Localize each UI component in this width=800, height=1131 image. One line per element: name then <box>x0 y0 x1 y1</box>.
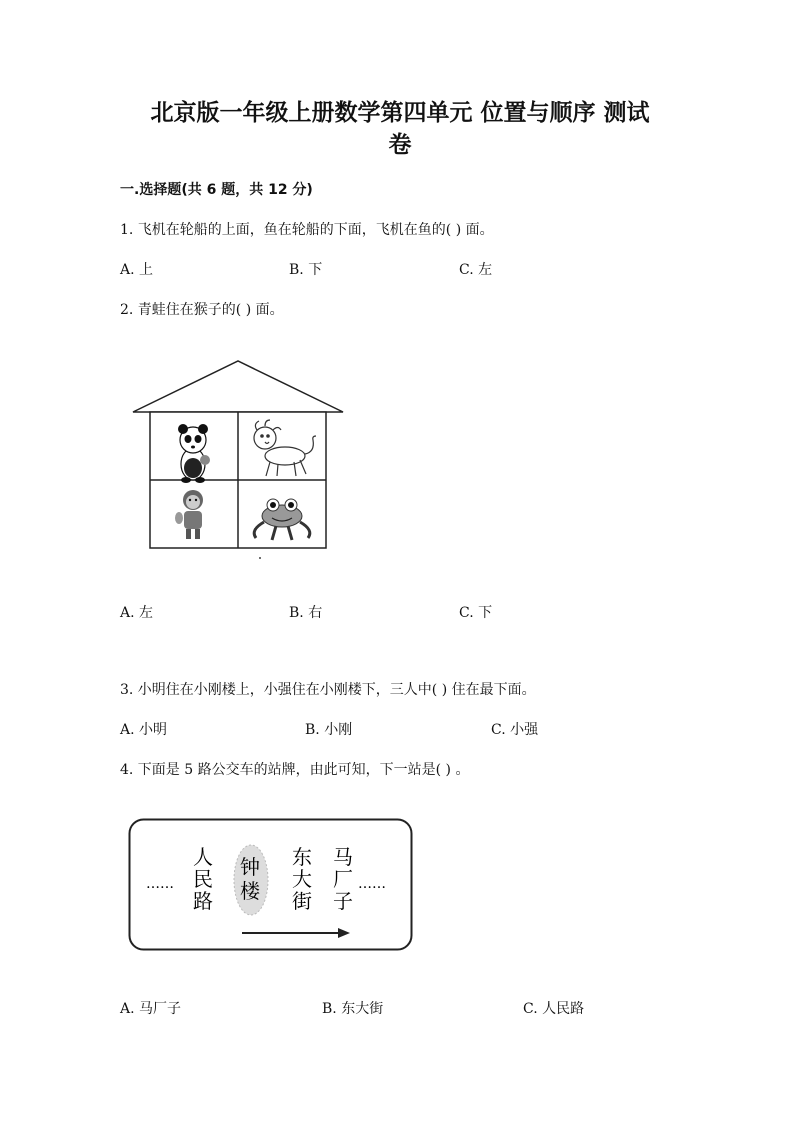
stop-next-char-1: 东 <box>292 845 312 869</box>
page-title: 北京版一年级上册数学第四单元 位置与顺序 测试 <box>150 100 650 126</box>
q3-option-b[interactable]: B. 小刚 <box>305 722 353 738</box>
q1-option-b[interactable]: B. 下 <box>289 262 323 278</box>
stop-after-char-3: 子 <box>333 889 353 913</box>
q2-option-a[interactable]: A. 左 <box>120 605 154 621</box>
dots-right: …… <box>358 876 386 892</box>
q4-option-c[interactable]: C. 人民路 <box>523 1001 585 1017</box>
stop-current-char-1: 钟 <box>240 855 260 879</box>
q1-option-c[interactable]: C. 左 <box>459 262 493 278</box>
page-title-continued: 卷 <box>388 132 412 158</box>
dots-left: …… <box>146 876 174 892</box>
q4-option-b[interactable]: B. 东大街 <box>322 1001 384 1017</box>
q3-option-a[interactable]: A. 小明 <box>120 722 168 738</box>
stop-current-char-2: 楼 <box>240 879 260 903</box>
stop-prev-char-3: 路 <box>193 889 213 913</box>
q2-option-c[interactable]: C. 下 <box>459 605 493 621</box>
stop-prev-char-1: 人 <box>193 845 213 869</box>
q2-option-b[interactable]: B. 右 <box>289 605 323 621</box>
q3-option-c[interactable]: C. 小强 <box>491 722 539 738</box>
question-2: 2. 青蛙住在猴子的( ) 面。 <box>120 302 284 318</box>
q1-option-a[interactable]: A. 上 <box>120 262 154 278</box>
stop-after-char-2: 厂 <box>333 867 353 891</box>
stop-next-char-2: 大 <box>292 867 312 891</box>
stop-next-char-3: 街 <box>292 889 312 913</box>
house-roof <box>133 361 343 412</box>
question-3: 3. 小明住在小刚楼上，小强住在小刚楼下，三人中( ) 住在最下面。 <box>120 682 536 698</box>
stop-after-char-1: 马 <box>333 845 353 869</box>
stop-prev-char-2: 民 <box>193 867 213 891</box>
animal-house-figure <box>130 358 350 563</box>
bus-stop-sign-figure <box>128 818 416 954</box>
question-1: 1. 飞机在轮船的上面，鱼在轮船的下面，飞机在鱼的( ) 面。 <box>120 222 494 238</box>
q4-option-a[interactable]: A. 马厂子 <box>120 1001 182 1017</box>
section-heading: 一.选择题(共 6 题，共 12 分) <box>120 182 313 198</box>
question-4: 4. 下面是 5 路公交车的站牌，由此可知，下一站是( ) 。 <box>120 762 470 778</box>
